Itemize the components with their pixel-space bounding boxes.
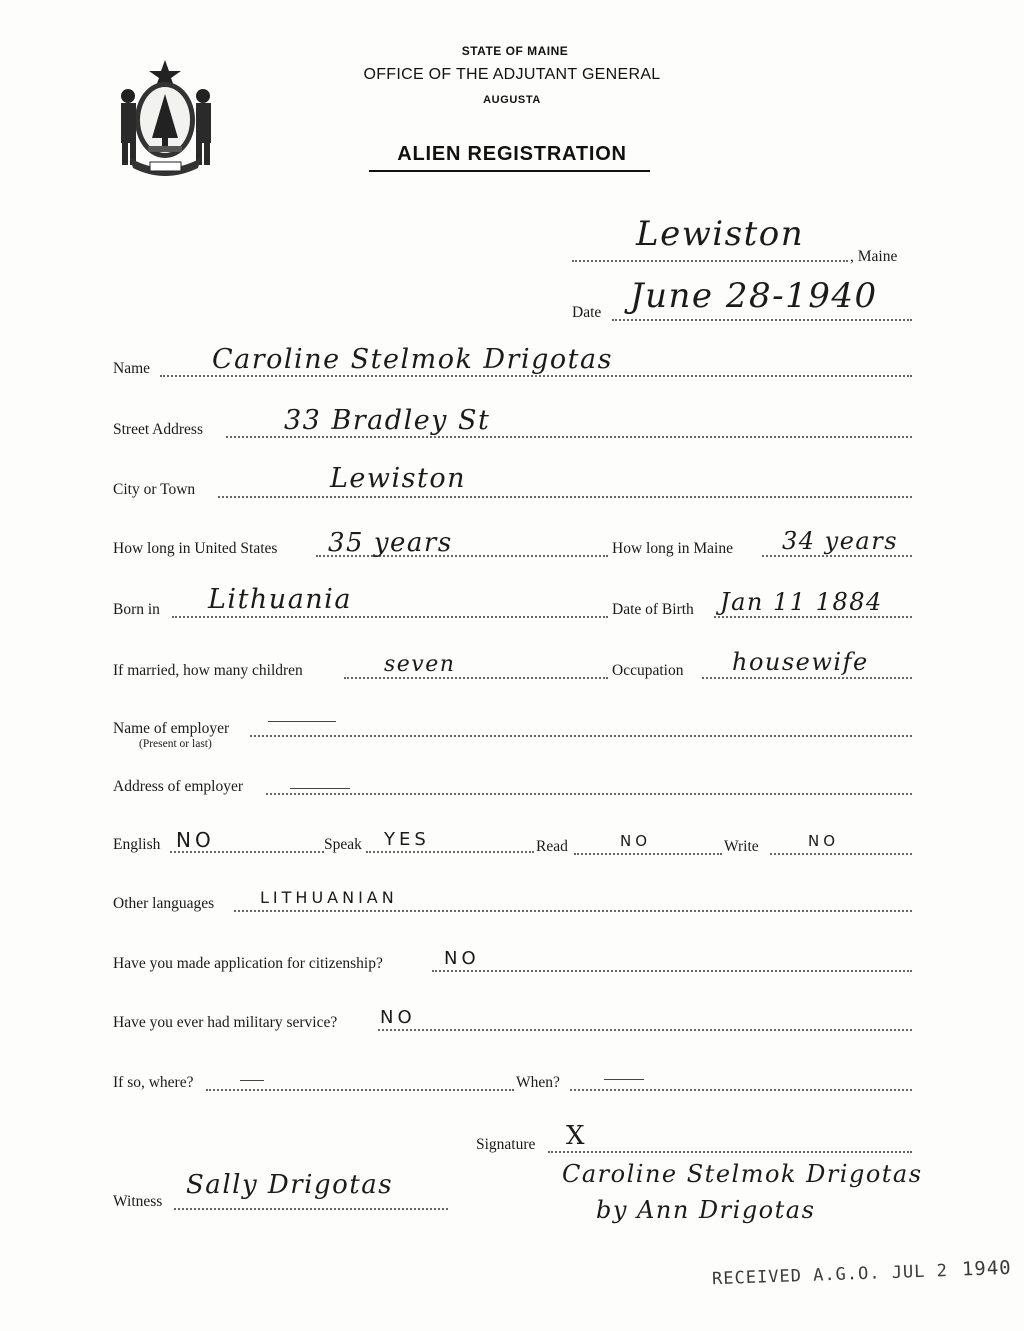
born-in-label: Born in (113, 601, 160, 618)
date-line (612, 319, 912, 321)
place-suffix: , Maine (850, 248, 898, 265)
witness-label: Witness (113, 1193, 163, 1210)
write-line (770, 853, 912, 855)
place-line (572, 260, 848, 262)
how-long-maine-value: 34 years (782, 527, 899, 555)
street-line (226, 436, 912, 438)
received-stamp-text: RECEIVED A.G.O. JUL 2 (711, 1261, 949, 1290)
city-line (218, 496, 912, 498)
name-value: Caroline Stelmok Drigotas (212, 344, 613, 375)
how-long-us-label: How long in United States (113, 540, 278, 557)
street-label: Street Address (113, 421, 203, 438)
signature-line2: by Ann Drigotas (596, 1196, 816, 1224)
employer-sublabel: (Present or last) (139, 738, 212, 750)
street-value: 33 Bradley St (284, 405, 491, 436)
military-label: Have you ever had military service? (113, 1014, 338, 1031)
name-line (160, 375, 912, 377)
dob-line (714, 616, 912, 618)
employer-blank-dash (268, 721, 336, 722)
how-long-maine-label: How long in Maine (612, 540, 733, 557)
english-label: English (113, 836, 161, 853)
signature-label: Signature (476, 1136, 536, 1153)
read-line (574, 853, 722, 855)
employer-address-blank-dash (290, 788, 350, 789)
signature-mark: X (566, 1121, 587, 1151)
write-value: NO (808, 832, 840, 850)
military-value: NO (380, 1007, 416, 1028)
witness-line (174, 1208, 448, 1210)
signature-line (548, 1151, 912, 1153)
how-long-us-value: 35 years (328, 528, 453, 558)
employer-line (250, 735, 912, 737)
received-stamp (712, 1257, 1012, 1289)
occupation-value: housewife (732, 648, 869, 676)
write-label: Write (724, 838, 759, 855)
header-city: AUGUSTA (483, 94, 541, 106)
header-office: OFFICE OF THE ADJUTANT GENERAL (363, 66, 661, 83)
english-value: NO (176, 828, 215, 852)
signature-line1: Caroline Stelmok Drigotas (562, 1160, 923, 1188)
where-label: If so, where? (113, 1074, 194, 1091)
speak-label: Speak (324, 836, 362, 853)
other-languages-value: LITHUANIAN (260, 888, 398, 907)
witness-value: Sally Drigotas (186, 1170, 394, 1200)
employer-label: Name of employer (113, 720, 230, 737)
citizenship-label: Have you made application for citizenship? (113, 955, 383, 972)
other-languages-label: Other languages (113, 895, 215, 912)
title-underline (369, 170, 650, 172)
occupation-label: Occupation (612, 662, 684, 679)
speak-value: YES (384, 829, 430, 850)
form-title: ALIEN REGISTRATION (397, 143, 627, 165)
occupation-line (702, 677, 912, 679)
speak-line (366, 851, 534, 853)
when-label: When? (516, 1074, 560, 1091)
city-label: City or Town (113, 481, 196, 498)
city-value: Lewiston (330, 463, 467, 494)
employer-address-label: Address of employer (113, 778, 243, 795)
employer-address-line (266, 793, 912, 795)
born-in-value: Lithuania (208, 584, 352, 615)
header-state: STATE OF MAINE (461, 44, 569, 58)
how-long-maine-line (762, 555, 912, 557)
children-line (344, 677, 608, 679)
name-label: Name (113, 360, 151, 377)
when-line (570, 1089, 912, 1091)
where-blank-dash (240, 1080, 264, 1081)
date-label: Date (572, 304, 602, 321)
children-value: seven (384, 652, 456, 677)
read-value: NO (620, 832, 652, 850)
read-label: Read (536, 838, 568, 855)
born-in-line (172, 616, 608, 618)
dob-value: Jan 11 1884 (720, 588, 883, 616)
dob-label: Date of Birth (612, 601, 694, 618)
when-blank-dash (604, 1079, 644, 1080)
where-line (206, 1089, 514, 1091)
place-value: Lewiston (636, 214, 805, 254)
children-label: If married, how many children (113, 662, 303, 679)
date-value: June 28-1940 (630, 276, 878, 316)
military-line (378, 1029, 912, 1031)
citizenship-value: NO (444, 948, 480, 969)
received-stamp-year: 1940 (961, 1256, 1012, 1281)
other-languages-line (234, 910, 912, 912)
citizenship-line (432, 970, 912, 972)
